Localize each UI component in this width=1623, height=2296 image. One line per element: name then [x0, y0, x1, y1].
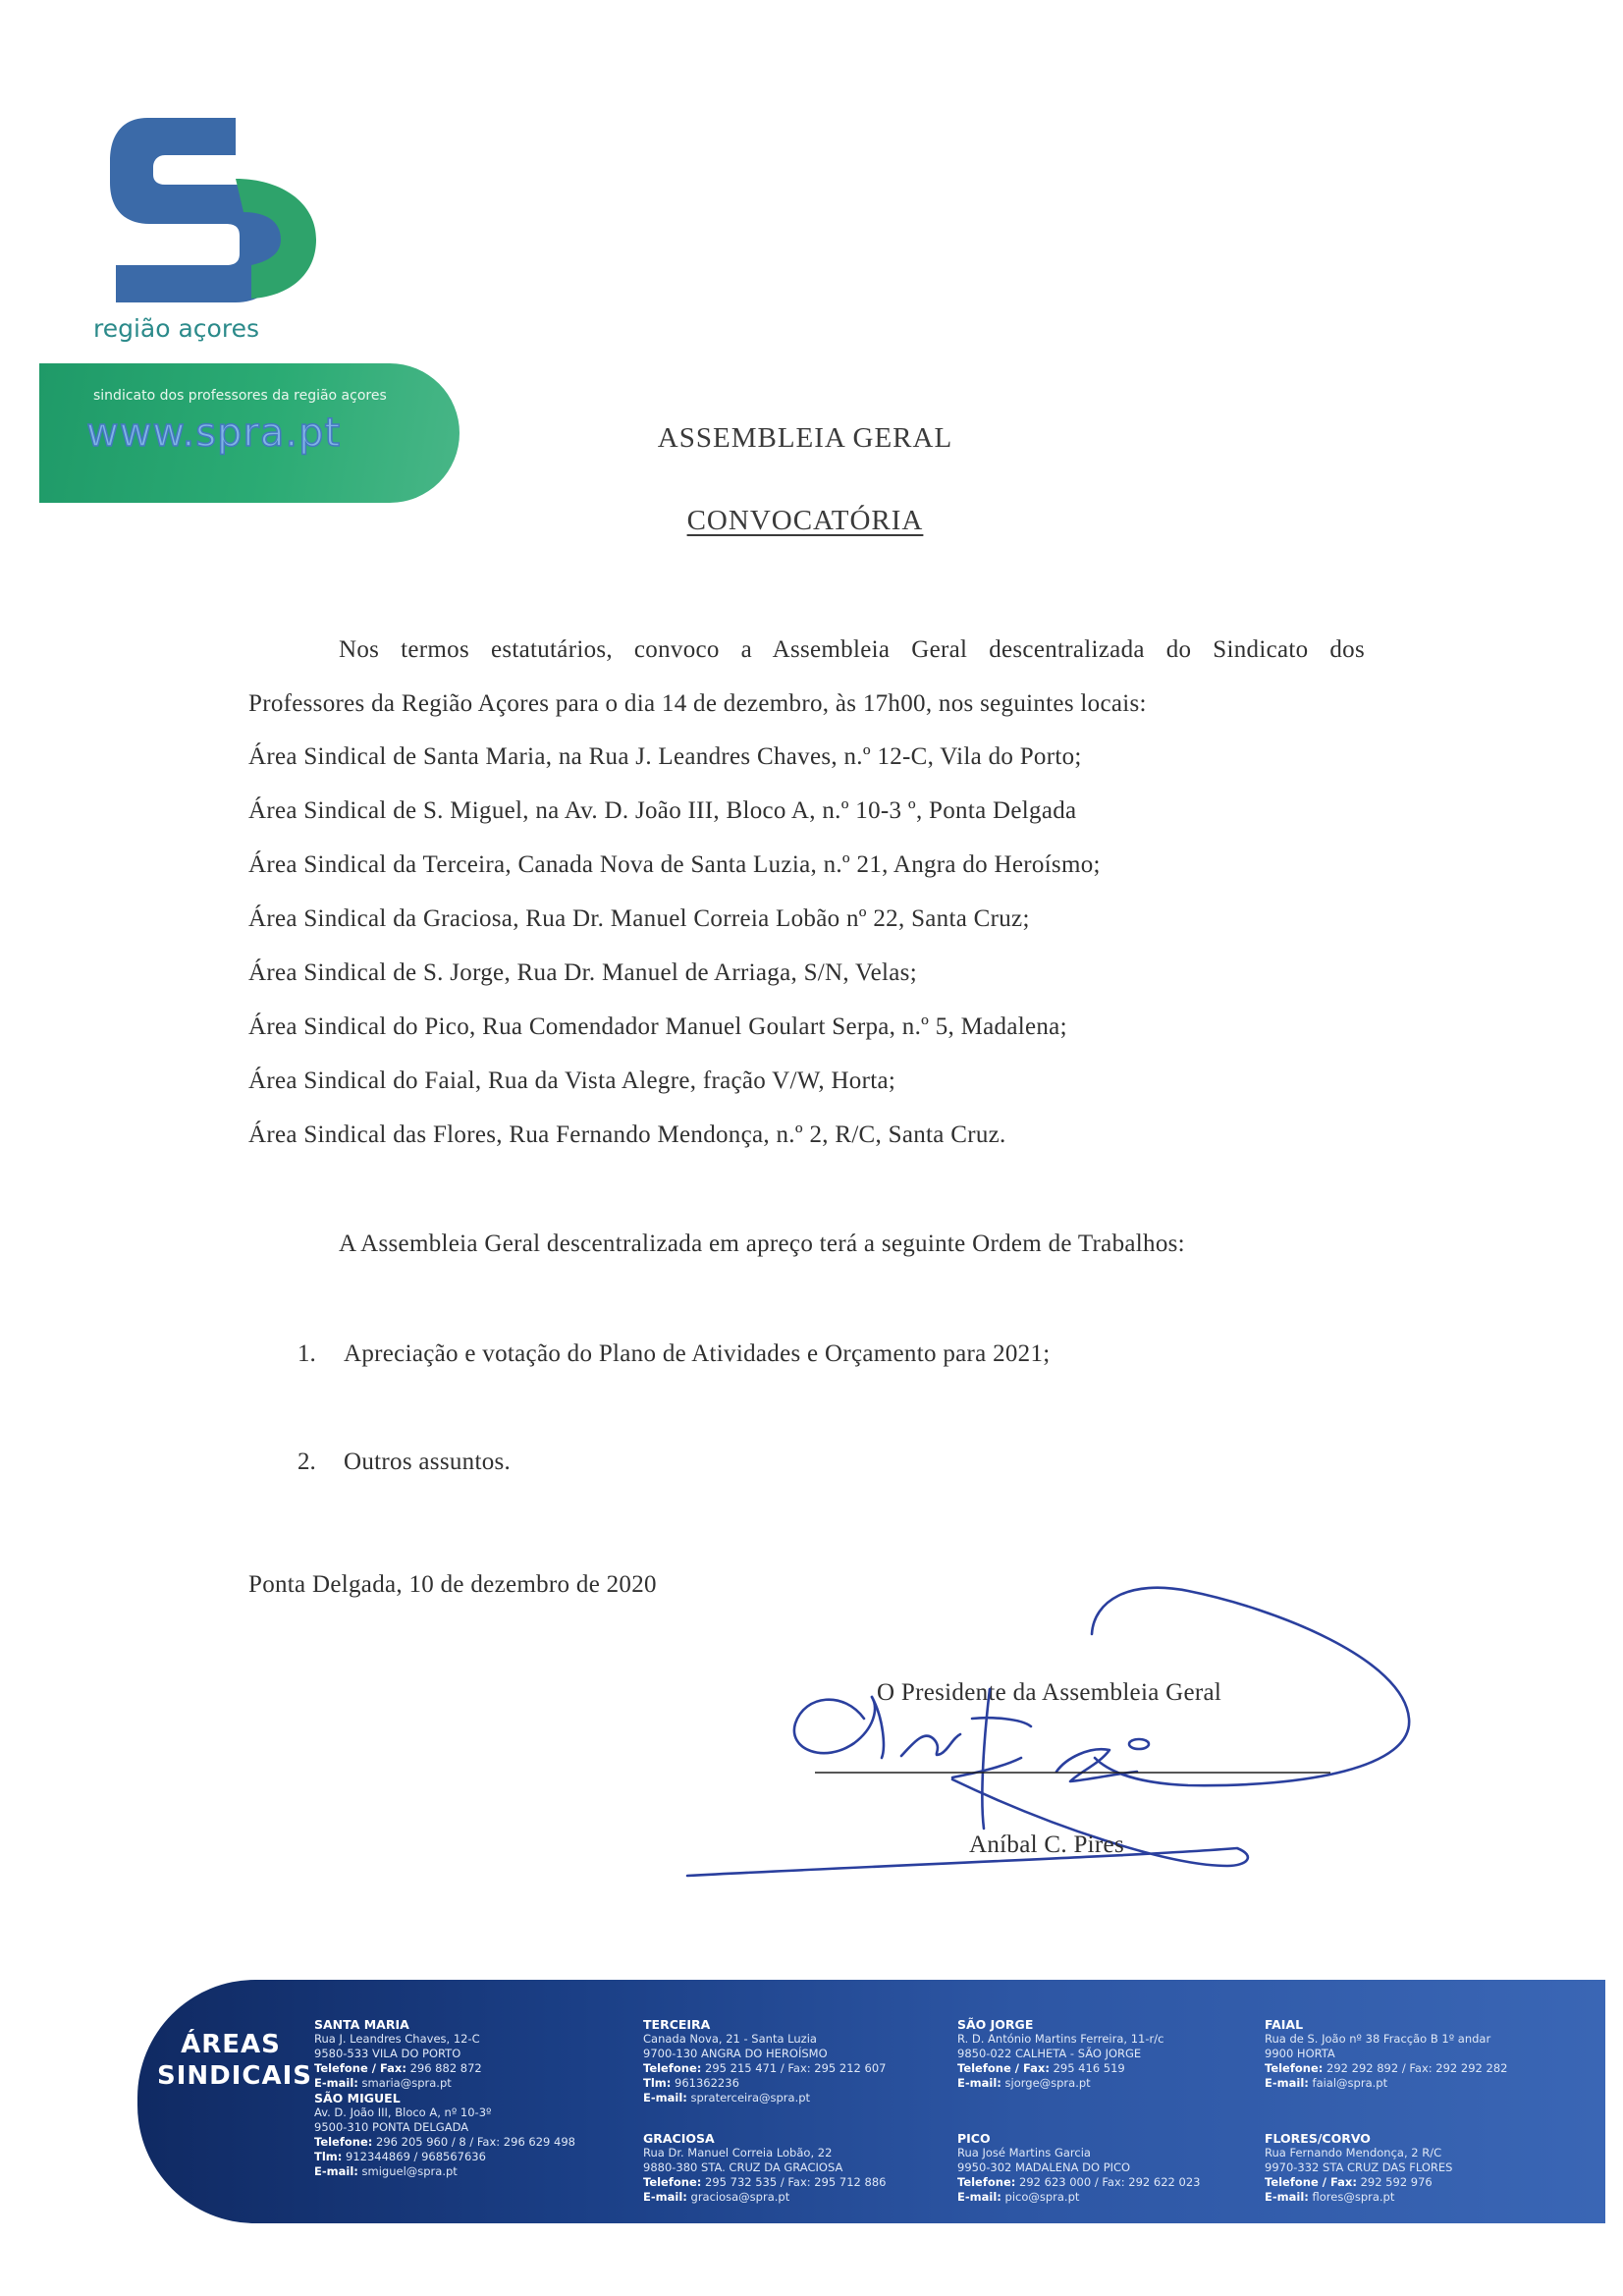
email-value: smaria@spra.pt [361, 2076, 452, 2090]
location-line: Área Sindical do Pico, Rua Comendador Manuel Goulart Serpa, n.º 5, Madalena; [248, 1013, 1067, 1040]
phone-label: Telefone / Fax: [1265, 2175, 1357, 2189]
tlm-label: Tlm: [643, 2076, 672, 2090]
tlm-value: 912344869 / 968567636 [346, 2150, 486, 2163]
phone-value: 295 732 535 / Fax: 295 712 886 [705, 2175, 887, 2189]
footer-heading-line: ÁREAS [181, 2030, 281, 2059]
email-value: graciosa@spra.pt [690, 2190, 790, 2204]
footer-area-sao-miguel [314, 2091, 609, 2179]
area-address: 9880-380 STA. CRUZ DA GRACIOSA [643, 2160, 843, 2174]
area-address: 9970-332 STA CRUZ DAS FLORES [1265, 2160, 1453, 2174]
area-address: Rua J. Leandres Chaves, 12-C [314, 2032, 480, 2046]
location-line: Área Sindical de Santa Maria, na Rua J. Leandres Chaves, n.º 12-C, Vila do Porto; [248, 743, 1082, 770]
phone-value: 295 416 519 [1053, 2061, 1125, 2075]
email-label: E-mail: [957, 2190, 1001, 2204]
email-label: E-mail: [643, 2091, 687, 2105]
handwritten-signature [677, 1571, 1453, 1944]
signature-role: O Presidente da Assembleia Geral [877, 1679, 1222, 1706]
footer-heading-line: SINDICAIS [157, 2061, 313, 2091]
tlm-label: Tlm: [314, 2150, 343, 2163]
footer-area-graciosa [643, 2131, 938, 2205]
area-address: Rua José Martins Garcia [957, 2146, 1091, 2159]
document-title: ASSEMBLEIA GERAL [657, 422, 953, 454]
area-name: FLORES/CORVO [1265, 2131, 1371, 2146]
intro-line-1: Nos termos estatutários, convoco a Assembleia Geral descentralizada do Sindicato dos [339, 636, 1365, 663]
logo-region-text: região açores [93, 314, 259, 343]
area-address: Av. D. João III, Bloco A, nº 10-3º [314, 2105, 492, 2119]
location-line: Área Sindical de S. Jorge, Rua Dr. Manuel de Arriaga, S/N, Velas; [248, 959, 917, 986]
phone-label: Telefone / Fax: [957, 2061, 1050, 2075]
email-label: E-mail: [314, 2164, 358, 2178]
footer-area-pico [957, 2131, 1252, 2205]
area-name: PICO [957, 2131, 991, 2146]
agenda-item-number: 1. [298, 1340, 316, 1367]
phone-value: 292 292 892 / Fax: 292 292 282 [1326, 2061, 1508, 2075]
email-label: E-mail: [957, 2076, 1001, 2090]
document-subtitle: CONVOCATÓRIA [686, 505, 924, 536]
area-name: SÃO MIGUEL [314, 2091, 401, 2105]
area-address: R. D. António Martins Ferreira, 11-r/c [957, 2032, 1164, 2046]
place-date: Ponta Delgada, 10 de dezembro de 2020 [248, 1571, 657, 1598]
phone-label: Telefone: [1265, 2061, 1324, 2075]
phone-label: Telefone: [643, 2061, 702, 2075]
area-name: SÃO JORGE [957, 2017, 1034, 2032]
area-address: Rua Dr. Manuel Correia Lobão, 22 [643, 2146, 833, 2159]
phone-label: Telefone: [643, 2175, 702, 2189]
email-value: flores@spra.pt [1312, 2190, 1395, 2204]
phone-value: 296 205 960 / 8 / Fax: 296 629 498 [376, 2135, 575, 2149]
spra-logo [39, 118, 461, 506]
logo-url: www.spra.pt [86, 410, 342, 456]
location-line: Área Sindical da Terceira, Canada Nova de Santa Luzia, n.º 21, Angra do Heroísmo; [248, 851, 1101, 878]
area-address: Rua Fernando Mendonça, 2 R/C [1265, 2146, 1442, 2159]
area-address: Rua de S. João nº 38 Fracção B 1º andar [1265, 2032, 1491, 2046]
phone-value: 292 623 000 / Fax: 292 622 023 [1019, 2175, 1201, 2189]
footer-area-sao-jorge [957, 2017, 1252, 2091]
area-name: SANTA MARIA [314, 2017, 409, 2032]
email-value: spraterceira@spra.pt [690, 2091, 811, 2105]
phone-label: Telefone / Fax: [314, 2061, 406, 2075]
email-value: pico@spra.pt [1004, 2190, 1080, 2204]
footer-area-faial [1265, 2017, 1579, 2091]
phone-value: 292 592 976 [1360, 2175, 1433, 2189]
area-address: 9500-310 PONTA DELGADA [314, 2120, 469, 2134]
agenda-intro: A Assembleia Geral descentralizada em apreço terá a seguinte Ordem de Trabalhos: [339, 1230, 1185, 1257]
email-value: smiguel@spra.pt [361, 2164, 458, 2178]
location-line: Área Sindical do Faial, Rua da Vista Alegre, fração V/W, Horta; [248, 1067, 896, 1094]
footer-banner [137, 1980, 1605, 2223]
area-address: 9900 HORTA [1265, 2047, 1335, 2060]
area-name: GRACIOSA [643, 2131, 715, 2146]
intro-line-2: Professores da Região Açores para o dia 14 de dezembro, às 17h00, nos seguintes locais: [248, 690, 1147, 717]
logo-tagline: sindicato dos professores da região açores [93, 388, 387, 404]
signatory-name: Aníbal C. Pires [969, 1831, 1124, 1858]
email-value: faial@spra.pt [1312, 2076, 1388, 2090]
email-label: E-mail: [643, 2190, 687, 2204]
email-label: E-mail: [1265, 2076, 1309, 2090]
agenda-item-text: Apreciação e votação do Plano de Atividades e Orçamento para 2021; [344, 1340, 1051, 1367]
footer-area-santa-maria [314, 2017, 609, 2091]
tlm-value: 961362236 [675, 2076, 739, 2090]
location-line: Área Sindical da Graciosa, Rua Dr. Manuel Correia Lobão nº 22, Santa Cruz; [248, 905, 1030, 932]
phone-value: 295 215 471 / Fax: 295 212 607 [705, 2061, 887, 2075]
footer-area-terceira [643, 2017, 938, 2105]
footer-heading [157, 2029, 313, 2092]
location-line: Área Sindical de S. Miguel, na Av. D. João III, Bloco A, n.º 10-3 º, Ponta Delgada [248, 797, 1077, 824]
area-address: 9580-533 VILA DO PORTO [314, 2047, 461, 2060]
area-address: Canada Nova, 21 - Santa Luzia [643, 2032, 817, 2046]
phone-label: Telefone: [957, 2175, 1016, 2189]
agenda-item-text: Outros assuntos. [344, 1449, 512, 1475]
footer-area-flores-corvo [1265, 2131, 1579, 2205]
area-name: FAIAL [1265, 2017, 1304, 2032]
sp-logo-mark [88, 118, 324, 314]
area-address: 9700-130 ANGRA DO HEROÍSMO [643, 2047, 828, 2060]
location-line: Área Sindical das Flores, Rua Fernando Mendonça, n.º 2, R/C, Santa Cruz. [248, 1121, 1006, 1148]
phone-value: 296 882 872 [409, 2061, 482, 2075]
email-value: sjorge@spra.pt [1004, 2076, 1091, 2090]
email-label: E-mail: [1265, 2190, 1309, 2204]
area-name: TERCEIRA [643, 2017, 711, 2032]
phone-label: Telefone: [314, 2135, 373, 2149]
area-address: 9850-022 CALHETA - SÃO JORGE [957, 2047, 1142, 2060]
email-label: E-mail: [314, 2076, 358, 2090]
area-address: 9950-302 MADALENA DO PICO [957, 2160, 1131, 2174]
agenda-item-number: 2. [298, 1449, 316, 1475]
